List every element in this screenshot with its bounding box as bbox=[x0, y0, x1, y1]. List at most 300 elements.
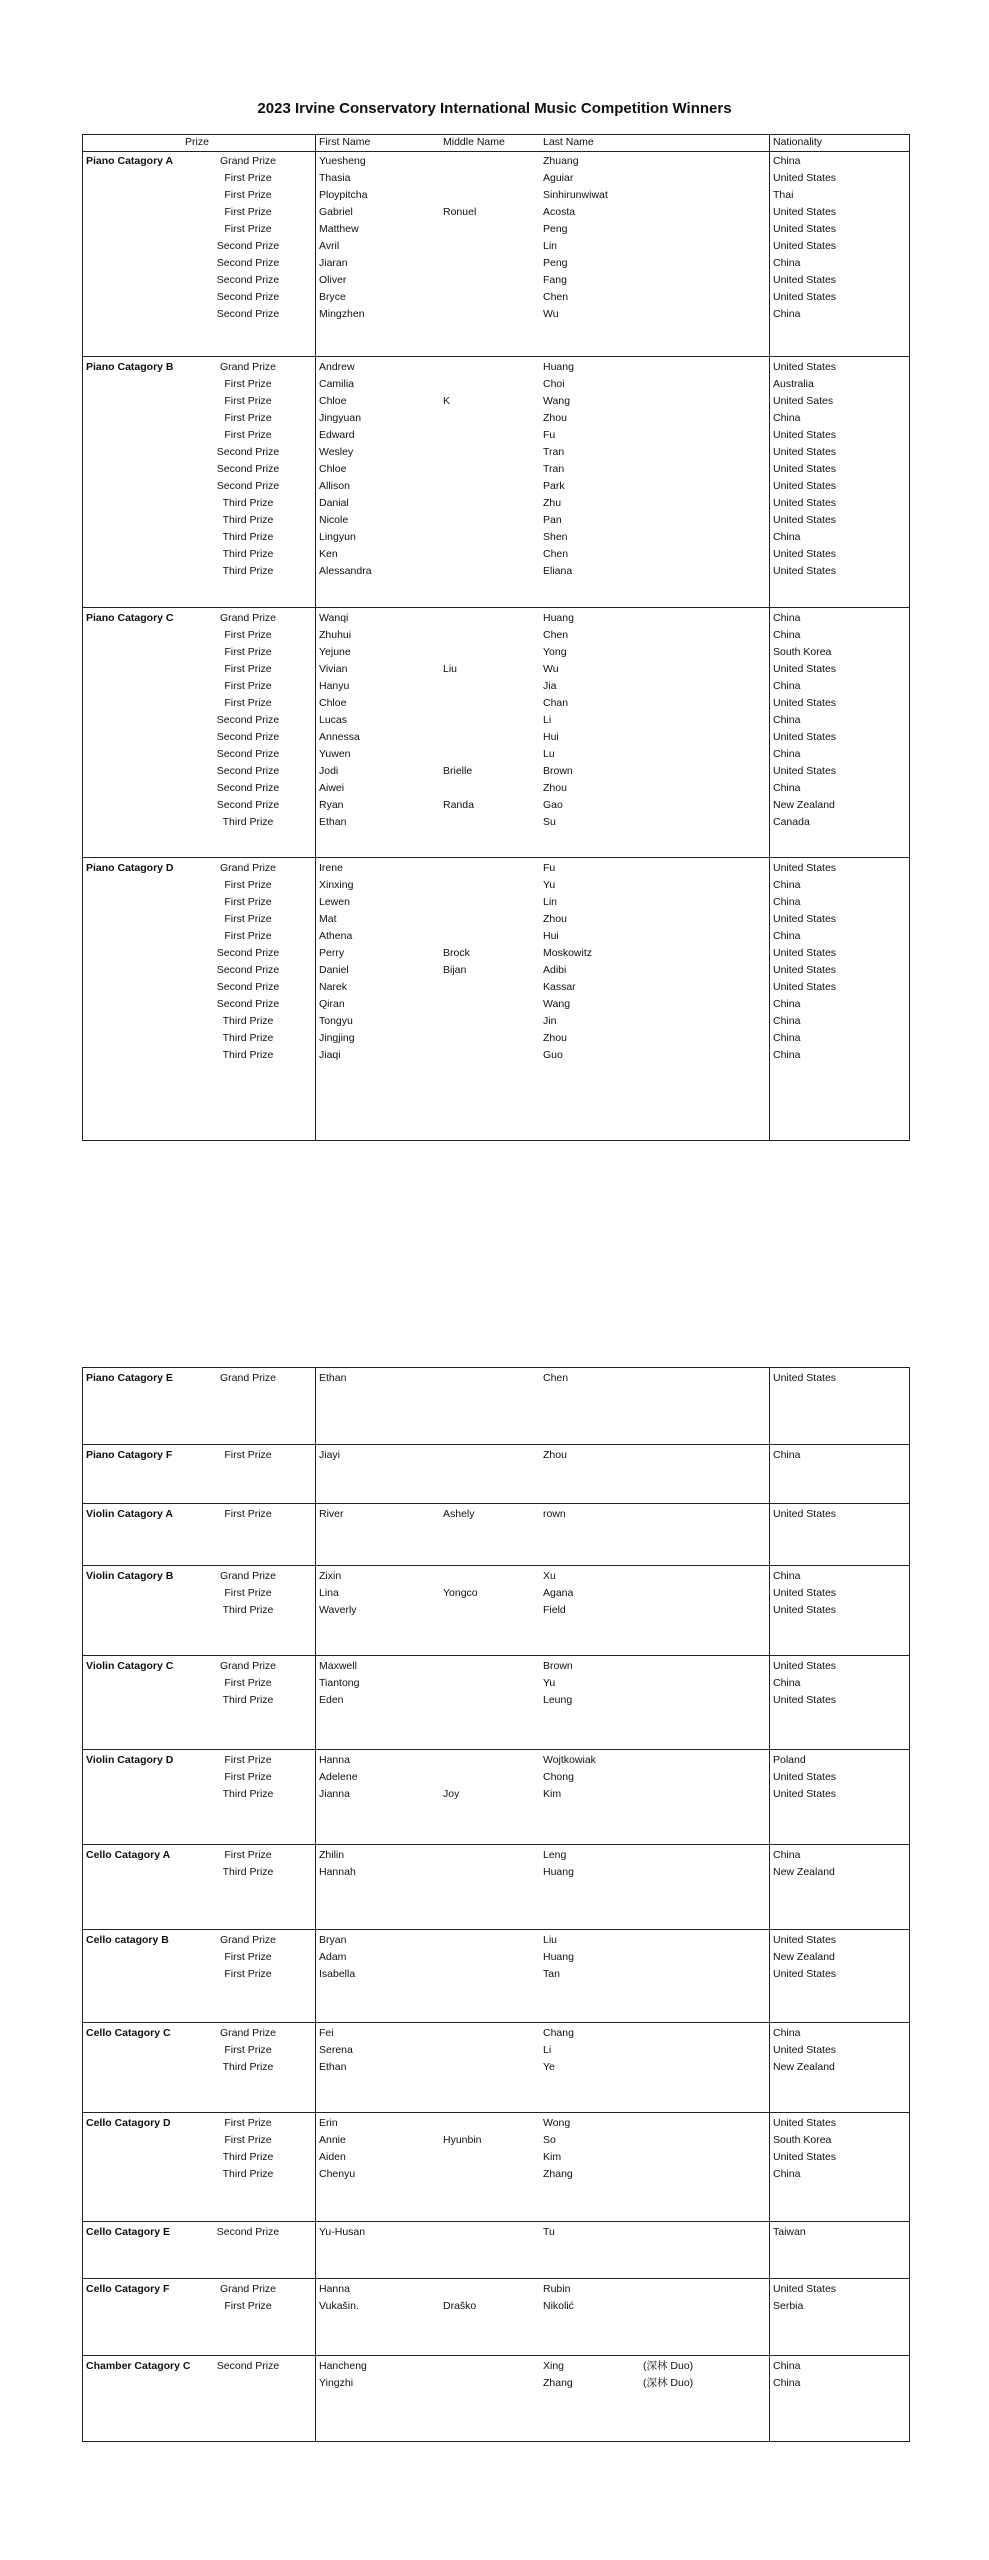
table-row bbox=[83, 945, 909, 962]
table-row bbox=[83, 877, 909, 894]
category-section bbox=[83, 1845, 909, 1930]
first-name-cell: Wesley bbox=[319, 446, 354, 458]
prize-cell: Second Prize bbox=[216, 799, 280, 811]
last-name-cell: Agana bbox=[543, 1587, 574, 1599]
last-name-cell: Zhou bbox=[543, 412, 567, 424]
prize-cell: Third Prize bbox=[222, 548, 274, 560]
last-name-cell: Brown bbox=[543, 1660, 573, 1672]
category-label: Cello Catagory C bbox=[86, 2027, 171, 2039]
table-row bbox=[83, 644, 909, 661]
first-name-cell: Adam bbox=[319, 1951, 347, 1963]
prize-cell: First Prize bbox=[224, 1849, 272, 1861]
last-name-cell: Zhang bbox=[543, 2168, 573, 2180]
first-name-cell: Aiden bbox=[319, 2151, 346, 2163]
prize-cell: First Prize bbox=[224, 1508, 272, 1520]
first-name-cell: Jodi bbox=[319, 765, 339, 777]
category-section bbox=[83, 608, 909, 858]
middle-name-cell: Yongco bbox=[443, 1587, 478, 1599]
last-name-cell: Yu bbox=[543, 879, 556, 891]
category-section bbox=[83, 1368, 909, 1445]
nationality-cell: China bbox=[773, 629, 801, 641]
last-name-cell: Yu bbox=[543, 1677, 556, 1689]
prize-cell: Second Prize bbox=[216, 2360, 280, 2372]
middle-name-cell: Bijan bbox=[443, 964, 467, 976]
nationality-cell: China bbox=[773, 2168, 801, 2180]
table-row bbox=[83, 780, 909, 797]
last-name-cell: Hui bbox=[543, 731, 559, 743]
table-row bbox=[83, 1769, 909, 1786]
last-name-cell: Chong bbox=[543, 1771, 574, 1783]
nationality-cell: United States bbox=[773, 1771, 837, 1783]
table-row bbox=[83, 2059, 909, 2076]
table-row bbox=[83, 1949, 909, 1966]
category-section bbox=[83, 1750, 909, 1845]
table-row bbox=[83, 1692, 909, 1709]
table-row bbox=[83, 478, 909, 495]
middle-name-cell: Ashely bbox=[443, 1508, 475, 1520]
first-name-cell: Jingyuan bbox=[319, 412, 362, 424]
table-row bbox=[83, 255, 909, 272]
table-row bbox=[83, 1013, 909, 1030]
prize-cell: First Prize bbox=[224, 206, 272, 218]
nationality-cell: China bbox=[773, 1049, 801, 1061]
table-row bbox=[83, 2298, 909, 2315]
prize-cell: First Prize bbox=[224, 697, 272, 709]
category-label: Cello Catagory A bbox=[86, 1849, 171, 1861]
nationality-cell: United States bbox=[773, 862, 837, 874]
middle-name-cell: Randa bbox=[443, 799, 474, 811]
prize-cell: Third Prize bbox=[222, 565, 274, 577]
category-section bbox=[83, 151, 909, 357]
last-name-cell: Kim bbox=[543, 2151, 562, 2163]
table-row bbox=[83, 1932, 909, 1949]
first-name-cell: Annessa bbox=[319, 731, 360, 743]
first-name-cell: Zixin bbox=[319, 1570, 342, 1582]
last-name-cell: Lin bbox=[543, 896, 558, 908]
nationality-cell: United States bbox=[773, 565, 837, 577]
first-name-cell: Lingyun bbox=[319, 531, 356, 543]
last-name-cell: Huang bbox=[543, 361, 574, 373]
last-name-cell: Zhou bbox=[543, 913, 567, 925]
category-section bbox=[83, 2356, 909, 2443]
nationality-cell: China bbox=[773, 412, 801, 424]
last-name-cell: Chen bbox=[543, 629, 569, 641]
last-name-cell: So bbox=[543, 2134, 556, 2146]
nationality-cell: China bbox=[773, 155, 801, 167]
category-section bbox=[83, 858, 909, 1142]
category-label: Cello Catagory F bbox=[86, 2283, 170, 2295]
first-name-cell: Eden bbox=[319, 1694, 344, 1706]
first-name-cell: Athena bbox=[319, 930, 353, 942]
table-row bbox=[83, 814, 909, 831]
table-row bbox=[83, 444, 909, 461]
prize-cell: First Prize bbox=[224, 680, 272, 692]
first-name-cell: Isabella bbox=[319, 1968, 356, 1980]
prize-cell: Second Prize bbox=[216, 731, 280, 743]
last-name-cell: Kim bbox=[543, 1788, 562, 1800]
last-name-cell: Huang bbox=[543, 1866, 574, 1878]
prize-cell: Second Prize bbox=[216, 446, 280, 458]
middle-name-cell: Ronuel bbox=[443, 206, 477, 218]
nationality-cell: South Korea bbox=[773, 646, 832, 658]
table-row bbox=[83, 461, 909, 478]
prize-cell: First Prize bbox=[224, 2117, 272, 2129]
prize-cell: Third Prize bbox=[222, 531, 274, 543]
nationality-cell: China bbox=[773, 2027, 801, 2039]
table-row bbox=[83, 712, 909, 729]
last-name-cell: Gao bbox=[543, 799, 563, 811]
first-name-cell: Jiaran bbox=[319, 257, 348, 269]
prize-cell: Second Prize bbox=[216, 308, 280, 320]
nationality-cell: United States bbox=[773, 1934, 837, 1946]
prize-cell: Third Prize bbox=[222, 1694, 274, 1706]
first-name-cell: Yejune bbox=[319, 646, 351, 658]
category-section bbox=[83, 2113, 909, 2222]
category-label: Chamber Catagory C bbox=[86, 2360, 191, 2372]
nationality-cell: China bbox=[773, 308, 801, 320]
nationality-cell: United States bbox=[773, 514, 837, 526]
header-last-name: Last Name bbox=[543, 136, 594, 148]
nationality-cell: China bbox=[773, 714, 801, 726]
nationality-cell: United States bbox=[773, 291, 837, 303]
header-prize: Prize bbox=[185, 136, 209, 148]
category-section bbox=[83, 1930, 909, 2023]
first-name-cell: Matthew bbox=[319, 223, 359, 235]
nationality-cell: Australia bbox=[773, 378, 814, 390]
middle-name-cell: Draško bbox=[443, 2300, 477, 2312]
prize-cell: First Prize bbox=[224, 930, 272, 942]
prize-cell: First Prize bbox=[224, 1677, 272, 1689]
prize-cell: Second Prize bbox=[216, 748, 280, 760]
last-name-cell: Aguiar bbox=[543, 172, 574, 184]
table-row bbox=[83, 529, 909, 546]
first-name-cell: Edward bbox=[319, 429, 355, 441]
table-row bbox=[83, 495, 909, 512]
table-row bbox=[83, 2166, 909, 2183]
last-name-cell: Zhuang bbox=[543, 155, 579, 167]
last-name-cell: Zhang bbox=[543, 2377, 573, 2389]
category-label: Cello Catagory D bbox=[86, 2117, 171, 2129]
prize-cell: First Prize bbox=[224, 879, 272, 891]
first-name-cell: Zhuhui bbox=[319, 629, 352, 641]
first-name-cell: Bryan bbox=[319, 1934, 347, 1946]
table-row bbox=[83, 661, 909, 678]
last-name-cell: Wang bbox=[543, 998, 571, 1010]
table-row bbox=[83, 894, 909, 911]
first-name-cell: Aiwei bbox=[319, 782, 345, 794]
header-middle-name: Middle Name bbox=[443, 136, 505, 148]
table-row bbox=[83, 610, 909, 627]
prize-cell: Grand Prize bbox=[219, 1660, 277, 1672]
last-name-cell: Sinhirunwiwat bbox=[543, 189, 608, 201]
table-row bbox=[83, 996, 909, 1013]
nationality-cell: United States bbox=[773, 1660, 837, 1672]
nationality-cell: United States bbox=[773, 2283, 837, 2295]
nationality-cell: China bbox=[773, 896, 801, 908]
table-row bbox=[83, 1568, 909, 1585]
nationality-cell: China bbox=[773, 1032, 801, 1044]
middle-name-cell: Liu bbox=[443, 663, 458, 675]
table-row bbox=[83, 695, 909, 712]
prize-cell: Third Prize bbox=[222, 816, 274, 828]
first-name-cell: Bryce bbox=[319, 291, 346, 303]
prize-cell: First Prize bbox=[224, 395, 272, 407]
last-name-cell: Wong bbox=[543, 2117, 571, 2129]
prize-cell: First Prize bbox=[224, 1968, 272, 1980]
table-row bbox=[83, 2115, 909, 2132]
table-row bbox=[83, 1506, 909, 1523]
prize-cell: First Prize bbox=[224, 2134, 272, 2146]
first-name-cell: Daniel bbox=[319, 964, 349, 976]
nationality-cell: China bbox=[773, 1849, 801, 1861]
category-section bbox=[83, 1504, 909, 1566]
winners-table-page-1 bbox=[82, 134, 910, 1141]
table-row bbox=[83, 2132, 909, 2149]
first-name-cell: Alessandra bbox=[319, 565, 372, 577]
category-label: Cello catagory B bbox=[86, 1934, 169, 1946]
nationality-cell: United States bbox=[773, 463, 837, 475]
nationality-cell: China bbox=[773, 782, 801, 794]
middle-name-cell: Hyunbin bbox=[443, 2134, 482, 2146]
first-name-cell: Andrew bbox=[319, 361, 355, 373]
first-name-cell: Annie bbox=[319, 2134, 346, 2146]
first-name-cell: Thasia bbox=[319, 172, 351, 184]
table-row bbox=[83, 2281, 909, 2298]
table-row bbox=[83, 860, 909, 877]
last-name-cell: Guo bbox=[543, 1049, 563, 1061]
last-name-cell: Zhu bbox=[543, 497, 562, 509]
first-name-cell: Yingzhi bbox=[319, 2377, 354, 2389]
prize-cell: Second Prize bbox=[216, 257, 280, 269]
nationality-cell: United States bbox=[773, 223, 837, 235]
prize-cell: Second Prize bbox=[216, 2226, 280, 2238]
first-name-cell: Ryan bbox=[319, 799, 344, 811]
nationality-cell: United States bbox=[773, 497, 837, 509]
nationality-cell: United States bbox=[773, 1372, 837, 1384]
nationality-cell: United States bbox=[773, 429, 837, 441]
table-row bbox=[83, 289, 909, 306]
prize-cell: Second Prize bbox=[216, 274, 280, 286]
nationality-cell: United States bbox=[773, 274, 837, 286]
last-name-cell: Tran bbox=[543, 463, 565, 475]
middle-name-cell: Brielle bbox=[443, 765, 473, 777]
header-first-name: First Name bbox=[319, 136, 371, 148]
table-row bbox=[83, 729, 909, 746]
last-name-cell: Fu bbox=[543, 429, 556, 441]
first-name-cell: Chenyu bbox=[319, 2168, 356, 2180]
prize-cell: Grand Prize bbox=[219, 2283, 277, 2295]
last-name-cell: Choi bbox=[543, 378, 565, 390]
table-row bbox=[83, 1847, 909, 1864]
nationality-cell: China bbox=[773, 879, 801, 891]
table-row bbox=[83, 1675, 909, 1692]
last-name-cell: Wu bbox=[543, 663, 559, 675]
last-name-cell: Xu bbox=[543, 1570, 556, 1582]
table-row bbox=[83, 563, 909, 580]
table-row bbox=[83, 2149, 909, 2166]
first-name-cell: Zhilin bbox=[319, 1849, 345, 1861]
table-row bbox=[83, 187, 909, 204]
table-row bbox=[83, 1030, 909, 1047]
nationality-cell: Canada bbox=[773, 816, 810, 828]
last-name-cell: Leung bbox=[543, 1694, 573, 1706]
table-row bbox=[83, 2375, 909, 2392]
category-label: Piano Catagory C bbox=[86, 612, 174, 624]
nationality-cell: United States bbox=[773, 1694, 837, 1706]
nationality-cell: New Zealand bbox=[773, 1951, 835, 1963]
nationality-cell: China bbox=[773, 1449, 801, 1461]
nationality-cell: Poland bbox=[773, 1754, 806, 1766]
first-name-cell: Jianna bbox=[319, 1788, 350, 1800]
first-name-cell: Gabriel bbox=[319, 206, 353, 218]
first-name-cell: Mingzhen bbox=[319, 308, 365, 320]
last-name-cell: Shen bbox=[543, 531, 568, 543]
prize-cell: First Prize bbox=[224, 1449, 272, 1461]
last-name-cell: Wojtkowiak bbox=[543, 1754, 596, 1766]
first-name-cell: Narek bbox=[319, 981, 348, 993]
nationality-cell: United States bbox=[773, 2151, 837, 2163]
last-name-cell: Li bbox=[543, 714, 552, 726]
category-section bbox=[83, 1445, 909, 1504]
first-name-cell: Ethan bbox=[319, 2061, 347, 2073]
last-name-cell: Eliana bbox=[543, 565, 573, 577]
prize-cell: Third Prize bbox=[222, 1788, 274, 1800]
nationality-cell: United States bbox=[773, 1587, 837, 1599]
table-row bbox=[83, 2025, 909, 2042]
nationality-cell: China bbox=[773, 531, 801, 543]
prize-cell: Second Prize bbox=[216, 463, 280, 475]
nationality-cell: China bbox=[773, 680, 801, 692]
table-row bbox=[83, 1447, 909, 1464]
table-row bbox=[83, 1752, 909, 1769]
first-name-cell: Danial bbox=[319, 497, 349, 509]
category-section bbox=[83, 2279, 909, 2356]
nationality-cell: United States bbox=[773, 765, 837, 777]
table-row bbox=[83, 1370, 909, 1387]
first-name-cell: Avril bbox=[319, 240, 340, 252]
last-name-cell: Ye bbox=[543, 2061, 555, 2073]
last-name-cell: Rubin bbox=[543, 2283, 571, 2295]
first-name-cell: Chloe bbox=[319, 463, 347, 475]
prize-cell: First Prize bbox=[224, 896, 272, 908]
table-row bbox=[83, 153, 909, 170]
prize-cell: Second Prize bbox=[216, 964, 280, 976]
last-name-cell: Nikolić bbox=[543, 2300, 574, 2312]
prize-cell: Grand Prize bbox=[219, 155, 277, 167]
category-section bbox=[83, 2222, 909, 2279]
first-name-cell: Jiayi bbox=[319, 1449, 341, 1461]
last-name-cell: Liu bbox=[543, 1934, 558, 1946]
prize-cell: First Prize bbox=[224, 646, 272, 658]
last-name-cell: Field bbox=[543, 1604, 566, 1616]
prize-cell: First Prize bbox=[224, 223, 272, 235]
first-name-cell: Tiantong bbox=[319, 1677, 360, 1689]
table-row bbox=[83, 1602, 909, 1619]
prize-cell: First Prize bbox=[224, 629, 272, 641]
last-name-cell: Peng bbox=[543, 257, 568, 269]
first-name-cell: Yu-Husan bbox=[319, 2226, 366, 2238]
nationality-cell: United States bbox=[773, 1604, 837, 1616]
first-name-cell: Vivian bbox=[319, 663, 348, 675]
middle-name-cell: K bbox=[443, 395, 451, 407]
prize-cell: First Prize bbox=[224, 663, 272, 675]
first-name-cell: Fei bbox=[319, 2027, 334, 2039]
table-row bbox=[83, 1864, 909, 1881]
last-name-cell: Chang bbox=[543, 2027, 574, 2039]
first-name-cell: Vukašin. bbox=[319, 2300, 359, 2312]
last-name-cell: Chen bbox=[543, 548, 569, 560]
last-name-cell: Jia bbox=[543, 680, 557, 692]
first-name-cell: Lucas bbox=[319, 714, 348, 726]
table-row bbox=[83, 2224, 909, 2241]
prize-cell: Third Prize bbox=[222, 2168, 274, 2180]
table-row bbox=[83, 512, 909, 529]
table-row bbox=[83, 2358, 909, 2375]
prize-cell: Third Prize bbox=[222, 1015, 274, 1027]
last-name-cell: Tan bbox=[543, 1968, 560, 1980]
middle-name-cell: Brock bbox=[443, 947, 470, 959]
table-row bbox=[83, 1658, 909, 1675]
prize-cell: First Prize bbox=[224, 2300, 272, 2312]
last-name-cell: Peng bbox=[543, 223, 568, 235]
table-row bbox=[83, 797, 909, 814]
table-row bbox=[83, 376, 909, 393]
first-name-cell: Jingjing bbox=[319, 1032, 355, 1044]
prize-cell: Second Prize bbox=[216, 782, 280, 794]
first-name-cell: Tongyu bbox=[319, 1015, 353, 1027]
prize-cell: Second Prize bbox=[216, 981, 280, 993]
first-name-cell: Hanyu bbox=[319, 680, 350, 692]
nationality-cell: Thai bbox=[773, 189, 794, 201]
last-name-cell: Tu bbox=[543, 2226, 555, 2238]
category-label: Violin Catagory B bbox=[86, 1570, 174, 1582]
prize-cell: Grand Prize bbox=[219, 2027, 277, 2039]
prize-cell: Third Prize bbox=[222, 1604, 274, 1616]
first-name-cell: Ethan bbox=[319, 816, 347, 828]
category-section bbox=[83, 1566, 909, 1656]
last-name-cell: Wang bbox=[543, 395, 571, 407]
nationality-cell: New Zealand bbox=[773, 2061, 835, 2073]
last-name-cell: Chen bbox=[543, 291, 569, 303]
nationality-cell: United States bbox=[773, 2117, 837, 2129]
nationality-cell: United States bbox=[773, 697, 837, 709]
last-name-cell: Xing bbox=[543, 2360, 565, 2372]
table-row bbox=[83, 204, 909, 221]
nationality-cell: United States bbox=[773, 1968, 837, 1980]
table-row bbox=[83, 962, 909, 979]
first-name-cell: Chloe bbox=[319, 697, 347, 709]
table-row bbox=[83, 1966, 909, 1983]
table-header bbox=[83, 135, 909, 152]
category-label: Piano Catagory A bbox=[86, 155, 174, 167]
table-row bbox=[83, 221, 909, 238]
category-label: Violin Catagory C bbox=[86, 1660, 174, 1672]
first-name-cell: Waverly bbox=[319, 1604, 357, 1616]
first-name-cell: Hanna bbox=[319, 2283, 350, 2295]
table-row bbox=[83, 627, 909, 644]
prize-cell: First Prize bbox=[224, 1587, 272, 1599]
first-name-cell: Hancheng bbox=[319, 2360, 367, 2372]
category-label: Cello Catagory E bbox=[86, 2226, 171, 2238]
last-name-cell: Moskowitz bbox=[543, 947, 593, 959]
nationality-cell: Serbia bbox=[773, 2300, 804, 2312]
table-row bbox=[83, 678, 909, 695]
first-name-cell: Lina bbox=[319, 1587, 339, 1599]
last-name-cell: Su bbox=[543, 816, 556, 828]
first-name-cell: Maxwell bbox=[319, 1660, 357, 1672]
first-name-cell: Yuwen bbox=[319, 748, 351, 760]
prize-cell: Second Prize bbox=[216, 291, 280, 303]
